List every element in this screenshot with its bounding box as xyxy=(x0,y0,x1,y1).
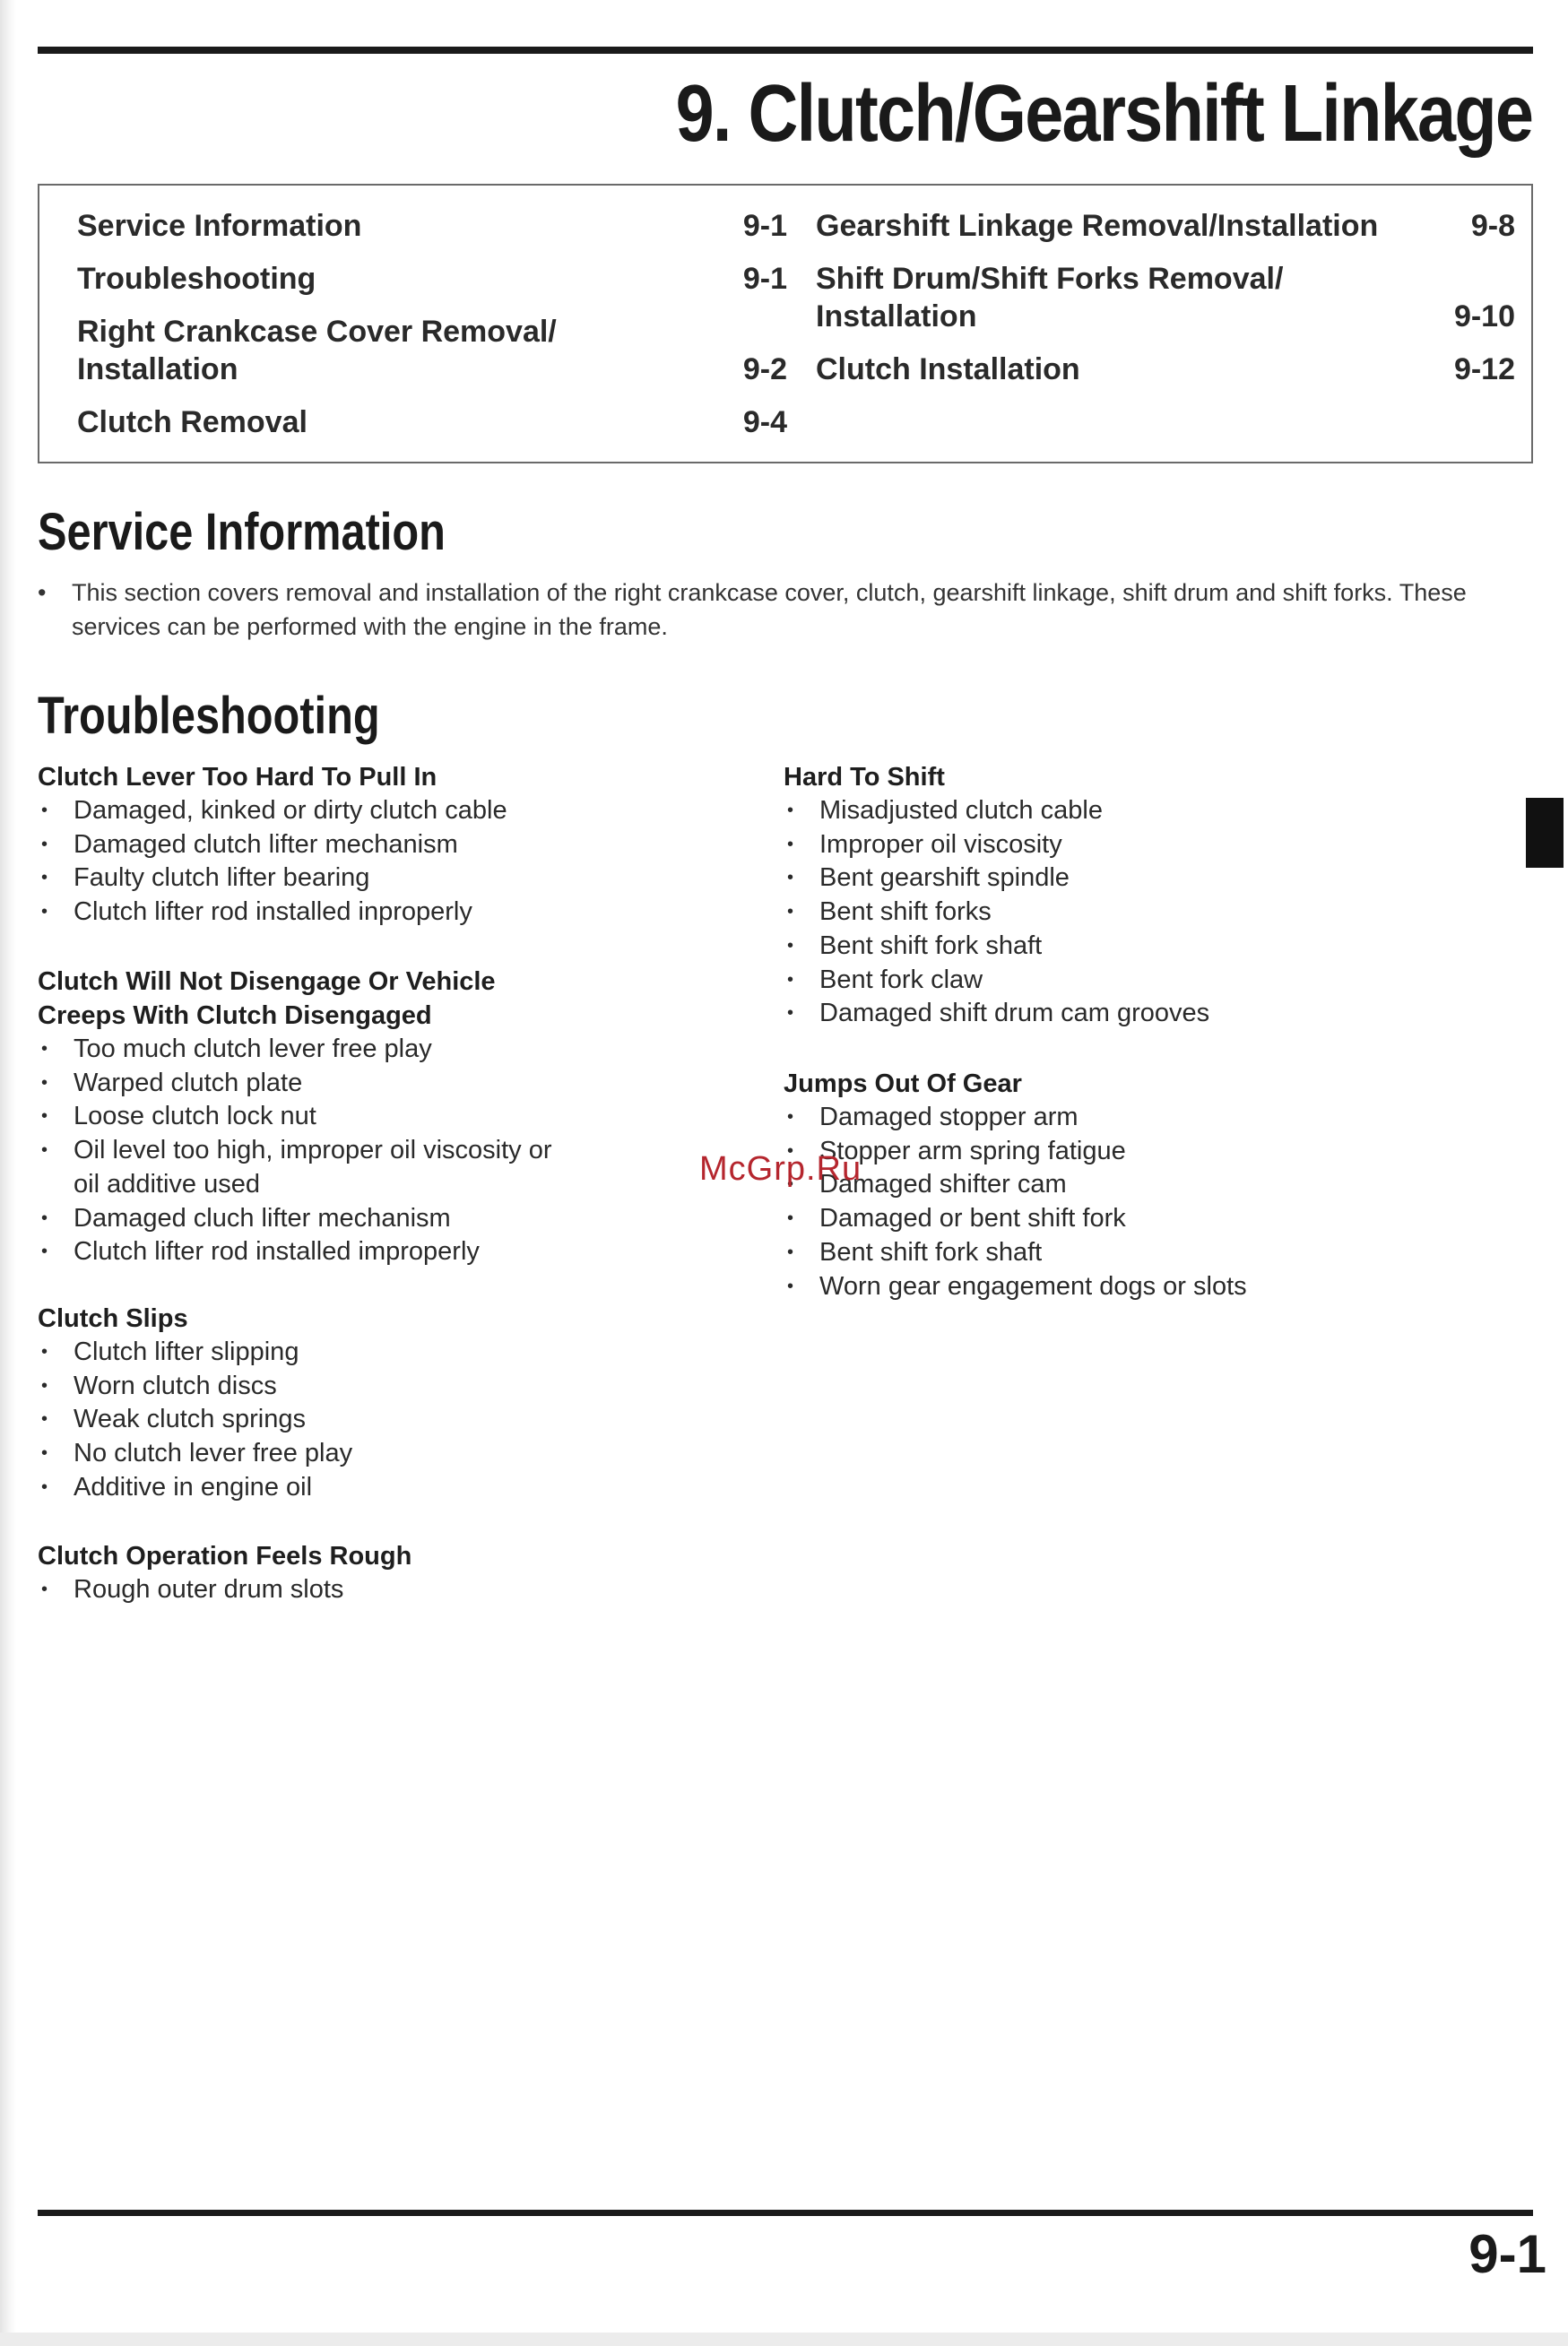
toc-entry[interactable] xyxy=(77,403,787,441)
toc-entry-title: Clutch Installation xyxy=(816,352,1080,386)
list-item: • Bent shift fork shaft xyxy=(784,1236,1465,1270)
service-info-heading: Service Information xyxy=(38,503,446,561)
list-item: • Damaged shifter cam xyxy=(784,1168,1465,1202)
list-item: • No clutch lever free play xyxy=(38,1437,719,1471)
troubleshooting-heading: Troubleshooting xyxy=(38,687,380,745)
list-item: • Loose clutch lock nut xyxy=(38,1100,585,1134)
toc-entry-page: 9-8 xyxy=(1470,209,1515,243)
top-rule xyxy=(38,47,1533,54)
toc-entry-title: Shift Drum/Shift Forks Removal/ Installation xyxy=(816,262,1284,333)
trouble-group xyxy=(38,1539,719,1607)
toc-entry[interactable] xyxy=(77,313,787,388)
list-item: • Damaged stopper arm xyxy=(784,1101,1465,1135)
list-item: • Bent shift fork shaft xyxy=(784,930,1465,964)
bullet-icon: • xyxy=(38,579,47,606)
trouble-group xyxy=(784,1067,1465,1303)
list-item: • Bent shift forks xyxy=(784,896,1465,930)
section-tab-marker xyxy=(1526,798,1564,868)
toc-entry-page: 9-4 xyxy=(742,405,787,439)
trouble-group xyxy=(38,760,719,930)
trouble-group xyxy=(38,1302,719,1505)
list-item: • Worn gear engagement dogs or slots xyxy=(784,1270,1465,1304)
list-item: • Damaged cluch lifter mechanism xyxy=(38,1202,585,1236)
toc-entry-page: 9-10 xyxy=(1453,299,1515,333)
trouble-group-title: Jumps Out Of Gear xyxy=(784,1069,1022,1098)
list-item: • Improper oil viscosity xyxy=(784,828,1465,862)
toc-entry-page: 9-1 xyxy=(742,209,787,243)
list-item: • Damaged clutch lifter mechanism xyxy=(38,828,719,862)
list-item: • Oil level too high, improper oil viscosity or oil additive used xyxy=(38,1134,585,1201)
list-item: • Clutch lifter rod installed improperly xyxy=(38,1235,585,1269)
toc-entry[interactable] xyxy=(77,207,787,245)
toc-entry-title: Troubleshooting xyxy=(77,262,316,296)
toc-entry-title: Gearshift Linkage Removal/Installation xyxy=(816,209,1379,243)
trouble-group-title: Hard To Shift xyxy=(784,763,945,792)
list-item: • Damaged, kinked or dirty clutch cable xyxy=(38,794,719,828)
table-of-contents xyxy=(38,184,1533,463)
toc-entry-page: 9-12 xyxy=(1453,352,1515,386)
list-item: • Bent gearshift spindle xyxy=(784,861,1465,896)
trouble-group xyxy=(38,965,585,1269)
page-number: 9-1 xyxy=(1468,2224,1546,2284)
watermark: McGrp.Ru xyxy=(699,1150,862,1188)
list-item: • Stopper arm spring fatigue xyxy=(784,1135,1465,1169)
list-item: • Bent fork claw xyxy=(784,964,1465,998)
toc-entry[interactable] xyxy=(816,351,1515,388)
toc-entry[interactable] xyxy=(816,207,1515,245)
toc-entry-title: Right Crankcase Cover Removal/ Installation xyxy=(77,315,557,386)
toc-entry-title: Clutch Removal xyxy=(77,405,308,439)
list-item: • Warped clutch plate xyxy=(38,1067,585,1101)
trouble-group-title: Clutch Will Not Disengage Or Vehicle Creeps With Clutch Disengaged xyxy=(38,967,496,1030)
list-item: • Misadjusted clutch cable xyxy=(784,794,1465,828)
trouble-group-title: Clutch Lever Too Hard To Pull In xyxy=(38,763,437,792)
list-item: • Clutch lifter rod installed inproperly xyxy=(38,896,719,930)
toc-entry-title: Service Information xyxy=(77,209,362,243)
toc-entry[interactable] xyxy=(816,260,1515,335)
trouble-group xyxy=(784,760,1465,1031)
chapter-title: 9. Clutch/Gearshift Linkage xyxy=(675,69,1532,159)
service-info-text: This section covers removal and installation of the right crankcase cover, clutch, gearshift linkage, shift drum and shift forks. These services can be performed with the engine in the frame. xyxy=(72,579,1467,640)
list-item: • Additive in engine oil xyxy=(38,1471,719,1505)
trouble-group-title: Clutch Operation Feels Rough xyxy=(38,1542,412,1571)
list-item: • Weak clutch springs xyxy=(38,1403,719,1437)
toc-entry[interactable] xyxy=(77,260,787,298)
page-edge-shadow xyxy=(0,0,16,2346)
bottom-rule xyxy=(38,2210,1533,2216)
list-item: • Damaged or bent shift fork xyxy=(784,1202,1465,1236)
list-item: • Too much clutch lever free play xyxy=(38,1033,585,1067)
service-info-bullet xyxy=(38,576,1539,644)
list-item: • Clutch lifter slipping xyxy=(38,1336,719,1370)
trouble-group-title: Clutch Slips xyxy=(38,1304,188,1333)
toc-entry-page: 9-2 xyxy=(742,352,787,386)
list-item: • Faulty clutch lifter bearing xyxy=(38,861,719,896)
scan-bottom-strip xyxy=(0,2333,1568,2346)
list-item: • Worn clutch discs xyxy=(38,1370,719,1404)
toc-entry-page: 9-1 xyxy=(742,262,787,296)
list-item: • Damaged shift drum cam grooves xyxy=(784,997,1465,1031)
list-item: • Rough outer drum slots xyxy=(38,1573,719,1607)
